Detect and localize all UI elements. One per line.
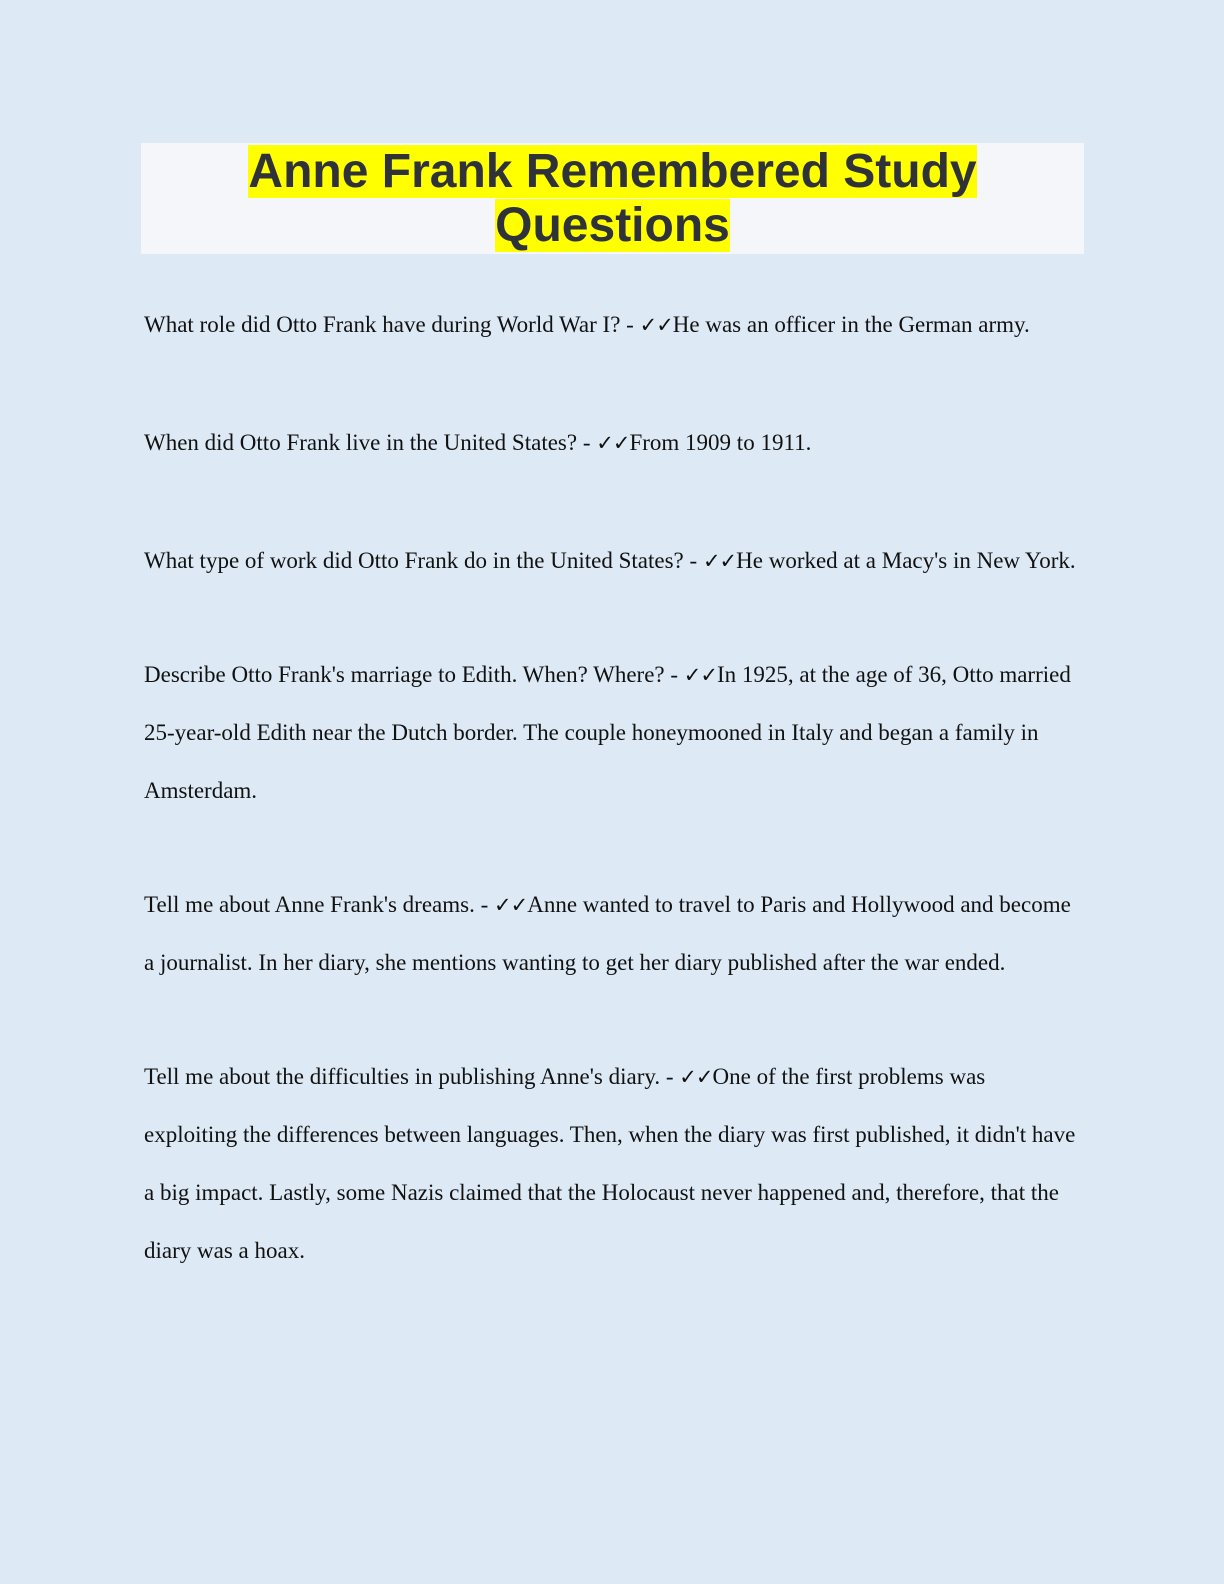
separator: - <box>683 548 703 573</box>
double-check-icon: ✓✓ <box>683 663 717 687</box>
answer-text: In 1925, at the age of 36, Otto married 25-year-old Edith near the Dutch border. The couple honeymooned in Italy and began a family in Amsterdam. <box>144 662 1071 803</box>
separator: - <box>474 892 495 917</box>
answer-text: One of the first problems was exploiting the differences between languages. Then, when the diary was first published, it didn't have a big impact. Lastly, some Nazis claimed that the Holocaust never happened and, therefore, that the diary was a hoax. <box>144 1064 1076 1263</box>
answer-text: He worked at a Macy's in New York. <box>736 548 1076 573</box>
qa-item <box>144 532 1084 590</box>
qa-item <box>144 646 1084 820</box>
qa-item <box>144 414 1084 472</box>
separator: - <box>660 1064 680 1089</box>
qa-item <box>144 296 1084 354</box>
double-check-icon: ✓✓ <box>639 313 673 337</box>
separator: - <box>620 312 640 337</box>
page-title: Anne Frank Remembered Study Questions <box>248 145 977 252</box>
answer-text: Anne wanted to travel to Paris and Hollywood and become a journalist. In her diary, she mentions wanting to get her diary published after the war ended. <box>144 892 1071 975</box>
answer-text: From 1909 to 1911. <box>629 430 812 455</box>
qa-item <box>144 876 1084 992</box>
question-text: Tell me about Anne Frank's dreams. <box>144 892 475 917</box>
title-box <box>141 143 1084 254</box>
double-check-icon: ✓✓ <box>679 1065 713 1089</box>
qa-list <box>144 296 1084 1336</box>
qa-item <box>144 1048 1084 1280</box>
question-text: What role did Otto Frank have during World War I? <box>144 312 621 337</box>
question-text: Describe Otto Frank's marriage to Edith. When? Where? <box>144 662 665 687</box>
question-text: When did Otto Frank live in the United States? <box>144 430 578 455</box>
separator: - <box>577 430 597 455</box>
double-check-icon: ✓✓ <box>494 893 528 917</box>
double-check-icon: ✓✓ <box>702 549 737 573</box>
separator: - <box>664 662 684 687</box>
answer-text: He was an officer in the German army. <box>672 312 1030 337</box>
question-text: Tell me about the difficulties in publishing Anne's diary. <box>144 1064 661 1089</box>
question-text: What type of work did Otto Frank do in the United States? <box>144 548 684 573</box>
double-check-icon: ✓✓ <box>596 431 630 455</box>
